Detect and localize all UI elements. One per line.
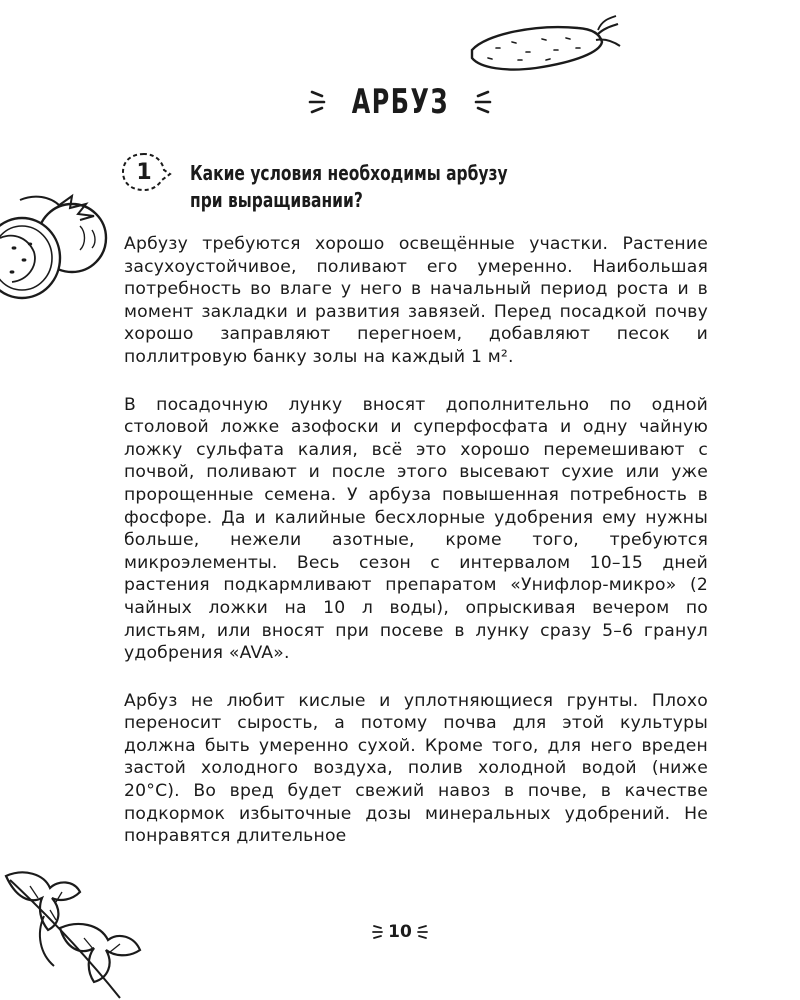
- article-body: [124, 233, 708, 873]
- tomato-icon: [0, 186, 112, 306]
- question-heading-line1: Какие условия необходимы арбузу: [190, 161, 508, 185]
- title-row: [0, 82, 800, 122]
- page-ornament-right-icon: [416, 923, 428, 941]
- question-heading-line2: при выращивании?: [190, 188, 363, 212]
- question-heading: [190, 160, 637, 214]
- question-number: 1: [136, 159, 152, 185]
- page-ornament-left-icon: [372, 923, 384, 941]
- paragraph-3: Арбуз не любит кислые и уплотняющиеся грунты. Плохо переносит сырость, а потому почва для этой культуры должна быть умеренно сухой. Кроме того, для него вреден застой холодного воздуха, полив холодной водой (ниже 20°С). Во вред будет свежий навоз в почве, в качестве подкормок избыточные дозы минеральных удобрений. Не понравятся длительное: [124, 690, 708, 847]
- cucumber-icon: [466, 12, 626, 78]
- title-ornament-left-icon: [308, 88, 328, 116]
- paragraph-2: В посадочную лунку вносят дополнительно по одной столовой ложке азофоски и суперфосфата и одну чайную ложку сульфата калия, всё это хорошо перемешивают с почвой, поливают и после этого высевают сухие или уже пророщенные семена. У арбуза повышенная потребность в фосфоре. Да и калийные бесхлорные удобрения ему нужны больше, нежели азотные, кроме того, требуются микроэлементы. Весь сезон с интервалом 10–15 дней растения подкармливают препаратом «Унифлор-микро» (2 чайных ложки на 10 л воды), опрыскивая вечером по листьям, или вносят при посеве в лунку сразу 5–6 гранул удобрения «AVA».: [124, 394, 708, 664]
- page-title: АРБУЗ: [351, 82, 449, 122]
- title-ornament-right-icon: [472, 88, 492, 116]
- page-footer: [0, 922, 800, 942]
- paragraph-1: Арбузу требуются хорошо освещённые участки. Растение засухоустойчивое, поливают его умеренно. Наибольшая потребность во влаге у него в начальный период роста и в момент закладки и развития завязей. Перед посадкой почву хорошо заправляют перегноем, добавляют песок и поллитровую банку золы на каждый 1 м².: [124, 234, 708, 367]
- page-number: 10: [388, 922, 412, 942]
- question-number-badge: [120, 150, 172, 194]
